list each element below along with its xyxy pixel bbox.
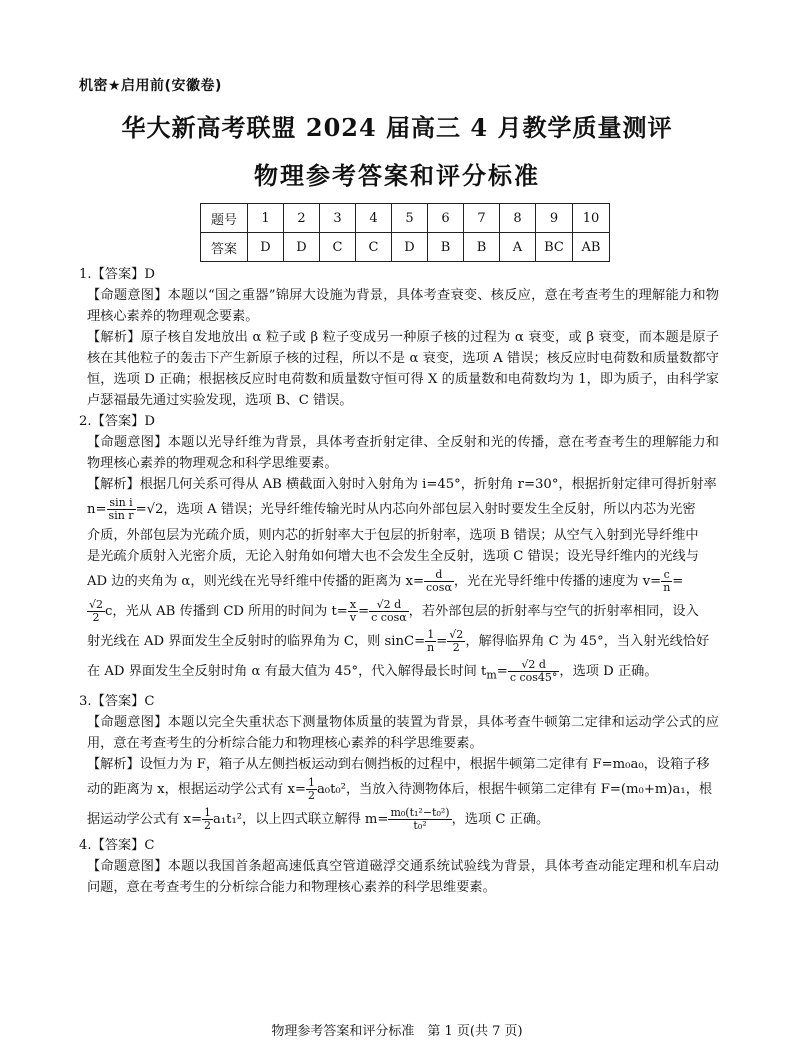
denominator: v xyxy=(349,611,357,624)
fraction xyxy=(447,629,465,654)
subscript: m xyxy=(486,668,497,682)
question-number: 3 xyxy=(320,204,356,233)
numerator: 1 xyxy=(204,805,211,819)
answer-cell: AB xyxy=(573,233,610,262)
q1-answer: 1.【答案】D xyxy=(79,267,155,282)
answer-cell: A xyxy=(500,233,536,262)
fraction xyxy=(424,569,454,594)
question-number: 6 xyxy=(428,204,464,233)
q3-intent: 【命题意图】本题以完全失重状态下测量物体质量的装置为背景，具体考查牛顿第二定律和运动学公式的应用，意在考查考生的分析综合能力和物理核心素养的科学思维要素。 xyxy=(87,714,719,751)
denominator: 2 xyxy=(92,611,100,624)
question-number: 8 xyxy=(500,204,536,233)
q4-answer: 4.【答案】C xyxy=(79,837,155,853)
numerator: √2 d xyxy=(369,599,409,612)
q3-analysis-line xyxy=(79,775,719,805)
text: n= xyxy=(87,502,107,517)
text: =√2，选项 A 错误；光导纤维传输光时从内芯向外部包层入射时要发生全反射，所以内芯为光密 xyxy=(135,502,696,517)
text: ，解得临界角 C 为 45°，当入射光线恰好 xyxy=(465,634,710,649)
fraction xyxy=(202,807,213,832)
denominator: cosα xyxy=(426,581,452,594)
q2-analysis-line xyxy=(79,597,719,627)
denominator: c cos45° xyxy=(509,671,558,684)
q2-analysis-line xyxy=(79,657,719,691)
denominator: t₀² xyxy=(413,818,427,832)
answer-cell: D xyxy=(392,233,428,262)
denominator: c cosα xyxy=(371,611,407,624)
denominator: n xyxy=(663,581,671,594)
denominator: 2 xyxy=(204,818,211,832)
fraction xyxy=(87,599,105,624)
text: a₁t₁²，以上四式联立解得 m= xyxy=(213,811,389,827)
text: 动的距离为 x，根据运动学公式有 x= xyxy=(87,781,306,797)
text: 在 AD 界面发生全反射时角 α 有最大值为 45°，代入解得最长时间 t xyxy=(87,664,487,679)
question-number: 1 xyxy=(248,204,284,233)
row-label-answer: 答案 xyxy=(201,233,248,262)
fraction xyxy=(661,569,672,594)
q4-intent: 【命题意图】本题以我国首条超高速低真空管道磁浮交通系统试验线为背景，具体考查动能定理和机车启动问题，意在考查考生的分析综合能力和物理核心素养的科学思维要素。 xyxy=(87,858,719,895)
q3-analysis-line: 【解析】设恒力为 F，箱子从左侧挡板运动到右侧挡板的过程中，根据牛顿第二定律有 F=m₀a₀，设箱子移 xyxy=(87,756,710,772)
fraction xyxy=(369,599,409,624)
text: 据运动学公式有 x= xyxy=(87,811,202,827)
answer-explanations xyxy=(79,264,719,898)
numerator: x xyxy=(349,598,357,611)
text: c，光从 AB 传播到 CD 所用的时间为 t= xyxy=(105,604,348,619)
numerator: √2 xyxy=(449,628,464,641)
question-number: 9 xyxy=(536,204,573,233)
question-number: 4 xyxy=(356,204,392,233)
fraction xyxy=(107,497,136,522)
text: = xyxy=(496,664,508,679)
text: = xyxy=(672,574,684,589)
q2-intent: 【命题意图】本题以光导纤维为背景，具体考查折射定律、全反射和光的传播，意在考查考生的理解能力和物理核心素养的物理观念和科学思维要素。 xyxy=(87,435,719,471)
text: ，选项 D 正确。 xyxy=(559,664,658,679)
answer-cell: C xyxy=(320,233,356,262)
text: = xyxy=(436,634,448,649)
answer-cell: C xyxy=(356,233,392,262)
q2-analysis-line xyxy=(79,567,719,597)
answer-cell: D xyxy=(248,233,284,262)
confidential-label: 机密★启用前(安徽卷) xyxy=(79,78,222,94)
answer-table-answer-row xyxy=(201,233,610,262)
denominator: n xyxy=(427,641,435,654)
numerator: m₀(t₁²−t₀²) xyxy=(390,805,450,819)
answer-cell: BC xyxy=(536,233,573,262)
text: a₀t₀²，当放入待测物体后，根据牛顿第二定律有 F=(m₀+m)a₁，根 xyxy=(316,781,713,797)
q1-intent: 【命题意图】本题以“国之重器”锦屏大设施为背景，具体考查衰变、核反应，意在考查考生的理解能力和物理核心素养的物理观念要素。 xyxy=(87,288,719,324)
text: ，若外部包层的折射率与空气的折射率相同，设入 xyxy=(408,604,699,619)
q2-analysis-line: 【解析】根据几何关系可得从 AB 横截面入射时入射角为 i=45°，折射角 r=30°，根据折射定律可得折射率 xyxy=(87,477,717,492)
answer-cell: B xyxy=(464,233,500,262)
denominator: 2 xyxy=(307,788,315,802)
numerator: √2 d xyxy=(508,659,560,672)
numerator: 1 xyxy=(307,775,315,789)
q3-analysis-line xyxy=(79,805,719,835)
q2-analysis-line xyxy=(79,495,719,525)
numerator: c xyxy=(661,569,672,582)
fraction xyxy=(425,629,436,654)
text: ，选项 C 正确。 xyxy=(451,811,550,827)
q2-answer: 2.【答案】D xyxy=(79,414,155,429)
answer-table-number-row xyxy=(201,204,610,233)
document-title: 物理参考答案和评分标准 xyxy=(254,161,540,190)
question-number: 2 xyxy=(284,204,320,233)
answer-table xyxy=(200,203,610,262)
text: = xyxy=(358,604,370,619)
q2-analysis-line xyxy=(79,627,719,657)
text: 射光线在 AD 界面发生全反射时的临界角为 C，则 sinC= xyxy=(87,634,426,649)
fraction xyxy=(388,807,451,832)
text: AD 边的夹角为 α，则光线在光导纤维中传播的距离为 x= xyxy=(87,574,425,589)
q3-answer: 3.【答案】C xyxy=(79,693,155,709)
answer-cell: D xyxy=(284,233,320,262)
row-label-number: 题号 xyxy=(201,204,248,233)
numerator: sin i xyxy=(107,497,136,510)
denominator: sin r xyxy=(108,509,134,522)
q1-analysis: 【解析】原子核自发地放出 α 粒子或 β 粒子变成另一种原子核的过程为 α 衰变，或 β 衰变，而本题是原子核在其他粒子的轰击下产生新原子核的过程，所以不是 α 衰变，选项 A 错误；核反应时电荷数和质量数都守恒，选项 D 正确；根据核反应时电荷数和质量数守恒可得 X 的质量数和电荷数均为 1，即为质子，由科学家卢瑟福最先通过实验发现，选项 B、C 错误。 xyxy=(87,330,719,408)
numerator: √2 xyxy=(89,598,104,611)
question-number: 5 xyxy=(392,204,428,233)
fraction xyxy=(348,599,358,624)
q2-analysis-line: 是光疏介质射入光密介质，无论入射角如何增大也不会发生全反射，选项 C 错误；设光导纤维内的光线与 xyxy=(87,549,699,564)
q2-analysis-line: 介质，外部包层为光疏介质，则内芯的折射率大于包层的折射率，选项 B 错误；从空气入射到光导纤维中 xyxy=(87,528,699,543)
question-number: 7 xyxy=(464,204,500,233)
numerator: 1 xyxy=(425,629,436,642)
page-footer: 物理参考答案和评分标准 第 1 页(共 7 页) xyxy=(271,1024,523,1039)
answer-cell: B xyxy=(428,233,464,262)
question-number: 10 xyxy=(573,204,610,233)
text: ，光在光导纤维中传播的速度为 v= xyxy=(453,574,662,589)
numerator: d xyxy=(424,569,454,582)
denominator: 2 xyxy=(452,641,460,654)
exam-title: 华大新高考联盟 2024 届高三 4 月教学质量测评 xyxy=(121,113,673,142)
fraction xyxy=(306,777,317,802)
fraction xyxy=(508,659,560,684)
